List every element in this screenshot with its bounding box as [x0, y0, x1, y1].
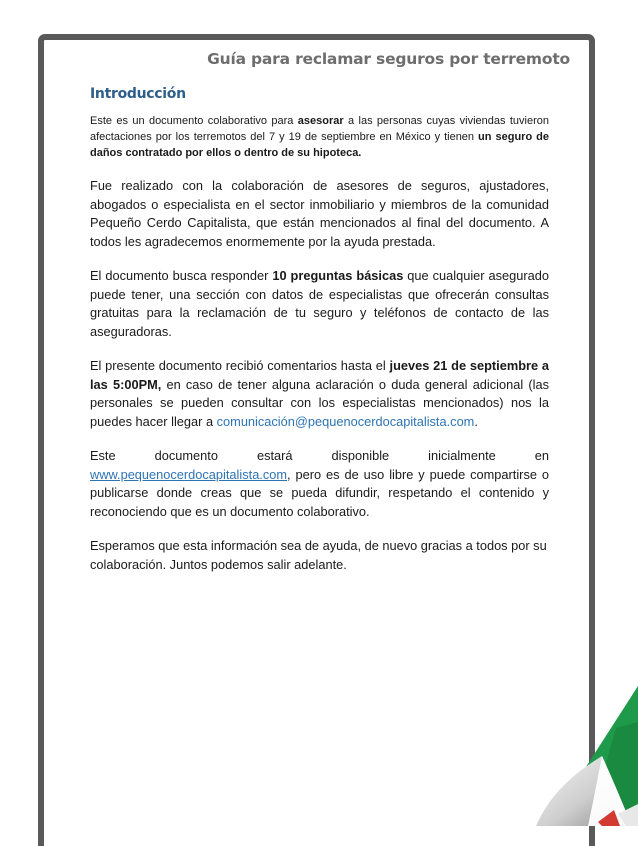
- paragraph-1-text-a: Este es un documento colaborativo para: [90, 115, 298, 127]
- paragraph-4-text-a: El presente documento recibió comentarios hasta el: [90, 358, 390, 373]
- paragraph-1-bold-seguro: un seguro de daños contratado por ellos o dentro de su hipoteca.: [90, 131, 549, 159]
- paragraph-5: [90, 447, 549, 521]
- paragraph-5-text-b: , pero es de uso libre y puede compartirse o publicarse donde creas que se pueda difundir, respetando el contenido y reconociendo que es un documento colaborativo.: [90, 466, 549, 519]
- paragraph-3: [90, 267, 549, 341]
- section-title: Introducción: [90, 86, 186, 102]
- paragraph-6: [90, 537, 549, 574]
- paragraph-3-text-a: El documento busca responder: [90, 268, 273, 283]
- paragraph-1-text-c: a las personas cuyas viviendas tuvieron afectaciones por los terremotos del 7 y 19 de septiembre en México y tienen: [90, 115, 549, 143]
- paragraph-2-text: Fue realizado con la colaboración de asesores de seguros, ajustadores, abogados o especialista en el sector inmobiliario y miembros de la comunidad Pequeño Cerdo Capitalista, que están mencionados al final del documento. A todos les agradecemos enormemente por la ayuda prestada.: [90, 178, 549, 249]
- paragraph-4-bold-fecha: jueves 21 de septiembre a las 5:00PM,: [90, 358, 550, 392]
- paragraph-2: [90, 177, 549, 251]
- paragraph-1-bold-asesorar: asesorar: [297, 115, 344, 127]
- header-title: Guía para reclamar seguros por terremoto: [207, 50, 570, 68]
- paragraph-6-text: Esperamos que esta información sea de ayuda, de nuevo gracias a todos por su colaboración. Juntos podemos salir adelante.: [90, 538, 547, 572]
- page-curl-corner-icon: [528, 686, 638, 826]
- paragraph-5-text-a: Este documento estará disponible inicialmente en: [90, 448, 549, 463]
- paragraph-3-text-c: que cualquier asegurado puede tener, una sección con datos de especialistas que ofrecerán consultas gratuitas para la reclamación de tu seguro y teléfonos de contacto de las aseguradoras.: [90, 268, 550, 339]
- document-body: [90, 113, 549, 590]
- website-link[interactable]: www.pequenocerdocapitalista.com: [90, 466, 288, 482]
- paragraph-4-text-d: .: [474, 413, 478, 429]
- paragraph-3-bold-preguntas: 10 preguntas básicas: [272, 268, 404, 283]
- email-link[interactable]: comunicación@pequenocerdocapitalista.com: [216, 413, 475, 429]
- paragraph-4-text-c: en caso de tener alguna aclaración o duda general adicional (las personales se pueden consultar con los especialistas mencionados) nos la puedes hacer llegar a: [90, 376, 549, 429]
- paragraph-1: [90, 113, 549, 161]
- paragraph-4: [90, 357, 549, 431]
